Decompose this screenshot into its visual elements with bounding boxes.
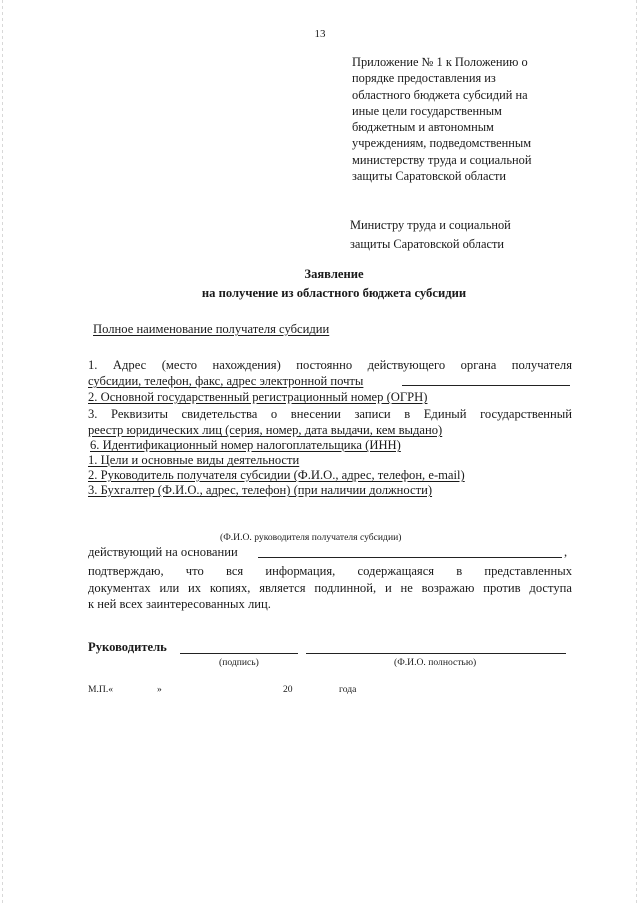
signature-label: Руководитель <box>88 640 167 654</box>
appendix-block <box>352 54 602 184</box>
year-prefix: 20 <box>283 684 293 695</box>
item-1-line-2: субсидии, телефон, факс, адрес электронной почты <box>88 374 364 388</box>
addressee-line: Министру труда и социальной <box>350 218 511 232</box>
acting-basis-fill-line <box>258 557 562 558</box>
declaration-line-3: к ней всех заинтересованных лиц. <box>88 597 271 611</box>
declaration-line-1: подтверждаю, что вся информация, содержащаяся в представленных <box>88 564 572 578</box>
item-3-line-1: 3. Реквизиты свидетельства о внесении записи в Единый государственный <box>88 407 572 421</box>
acting-basis-label: действующий на основании <box>88 545 238 559</box>
fio-caption: (Ф.И.О. полностью) <box>394 657 477 668</box>
head-fio-caption: (Ф.И.О. руководителя получателя субсидии) <box>220 532 402 543</box>
appendix-line: порядке предоставления из <box>352 71 496 86</box>
item-accountant: 3. Бухгалтер (Ф.И.О., адрес, телефон) (при наличии должности) <box>88 483 433 497</box>
addressee-block <box>350 216 511 254</box>
appendix-line: учреждениям, подведомственным <box>352 136 532 151</box>
appendix-line: областного бюджета субсидий на <box>352 87 528 102</box>
recipient-full-name-label: Полное наименование получателя субсидии <box>93 322 330 336</box>
appendix-line: защиты Саратовской области <box>352 169 506 184</box>
fio-line <box>306 653 566 654</box>
item-head: 2. Руководитель получателя субсидии (Ф.И.О., адрес, телефон, e-mail) <box>88 468 465 482</box>
title-line-2: на получение из областного бюджета субсидии <box>201 286 467 300</box>
appendix-line: иные цели государственным <box>352 103 502 118</box>
appendix-line: Приложение № 1 к Положению о <box>352 55 528 69</box>
item-2: 2. Основной государственный регистрационный номер (ОГРН) <box>88 390 428 404</box>
item-1-line-2-row <box>88 373 363 389</box>
date-quote-close: » <box>157 684 162 695</box>
stamp-place-label: М.П.« <box>88 684 114 695</box>
scan-edge-right <box>636 0 637 905</box>
item-1-fill-line <box>402 385 570 386</box>
page-number: 13 <box>314 28 326 40</box>
signature-line <box>180 653 298 654</box>
addressee-line: защиты Саратовской области <box>350 237 504 251</box>
appendix-line: бюджетным и автономным <box>352 120 494 135</box>
acting-basis-comma: , <box>564 545 568 559</box>
scan-edge-left <box>2 0 3 905</box>
document-title <box>0 265 640 303</box>
item-3-line-2: реестр юридических лиц (серия, номер, дата выдачи, кем выдано) <box>88 423 443 437</box>
declaration-line-2: документах или их копиях, является подлинной, и не возражаю против доступа <box>88 581 572 595</box>
appendix-line: министерству труда и социальной <box>352 152 532 167</box>
title-line-1: Заявление <box>304 267 364 281</box>
item-1-line-1: 1. Адрес (место нахождения) постоянно действующего органа получателя <box>88 358 572 372</box>
item-inn: 6. Идентификационный номер налогоплательщика (ИНН) <box>90 438 401 452</box>
year-suffix: года <box>339 684 357 695</box>
signature-caption: (подпись) <box>219 657 259 668</box>
item-goals: 1. Цели и основные виды деятельности <box>88 453 300 467</box>
